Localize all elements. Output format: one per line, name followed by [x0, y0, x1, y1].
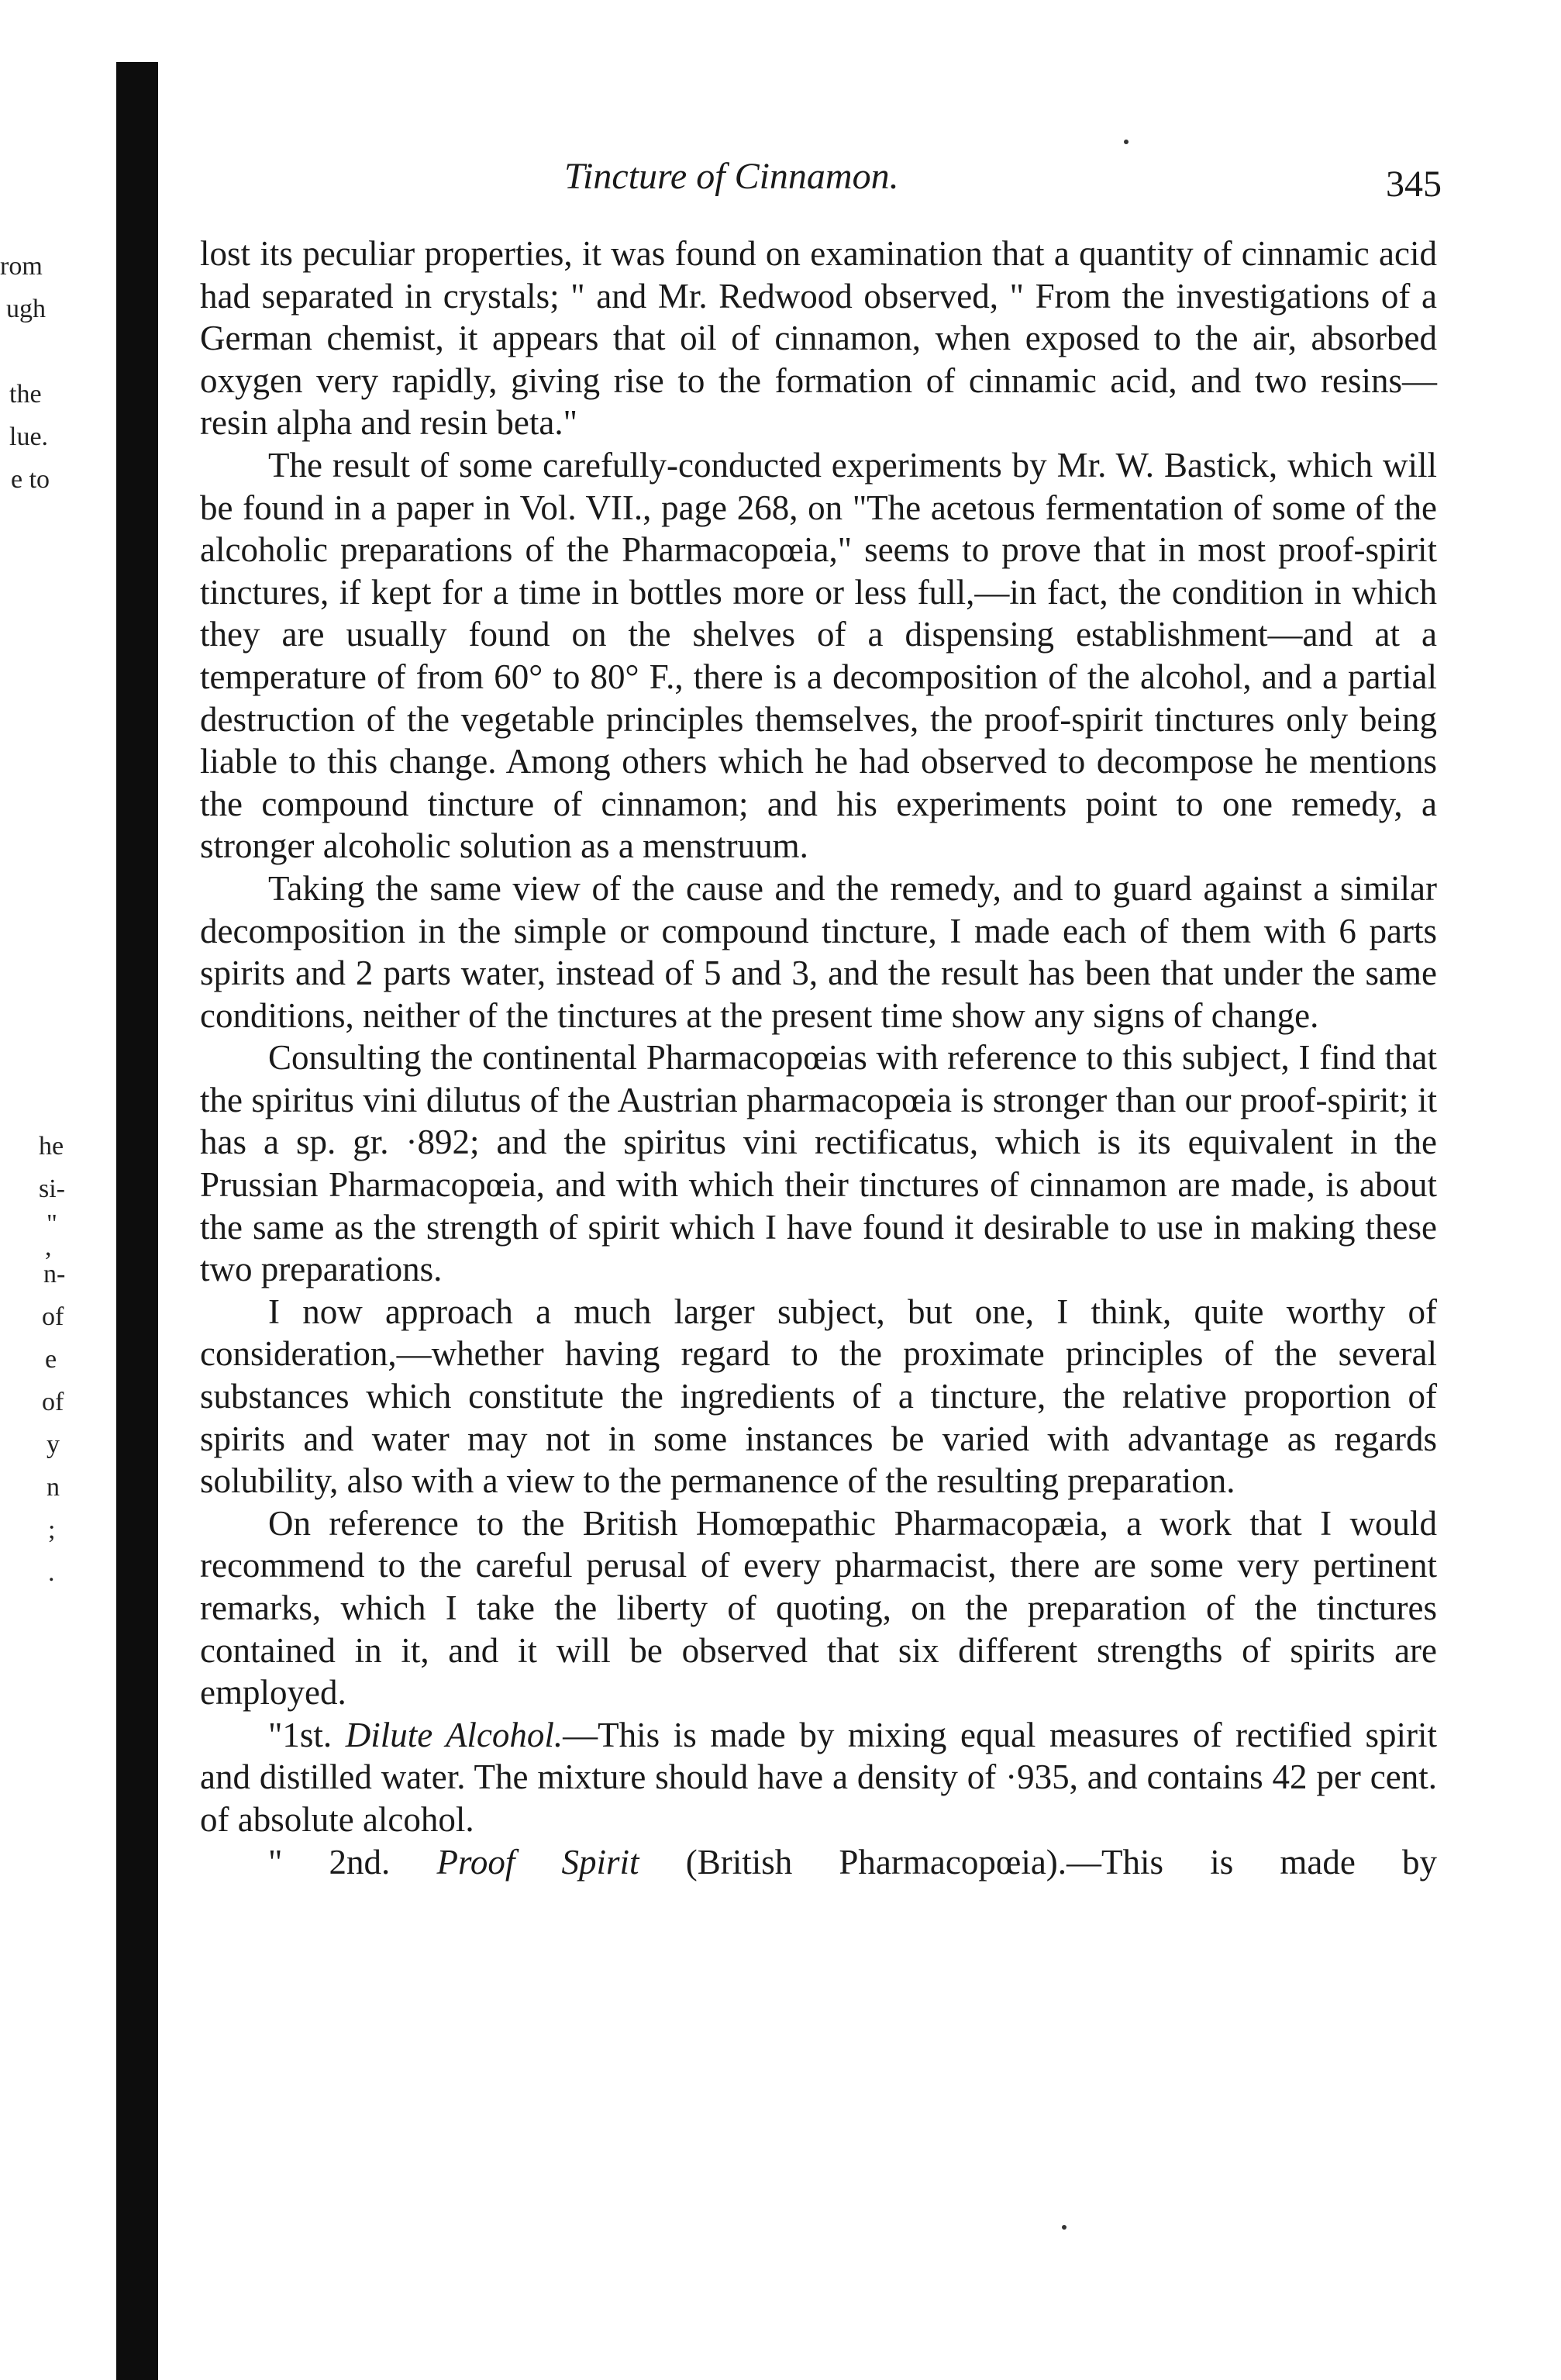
paragraph: lost its peculiar properties, it was found on examination that a quantity of cinnamic acid had separated in crystals; " and Mr. Redwood observed, " From the investigations of a German chemist, it appears that oil of cinnamon, when exposed to the air, absorbed oxygen very rapidly, giving rise to the formation of cinnamic acid, and two resins—resin alpha and resin beta." — [200, 234, 1437, 443]
margin-fragment: , — [45, 1233, 52, 1261]
paragraph: Taking the same view of the cause and the remedy, and to guard against a similar decomposition in the simple or compound tincture, I made each of them with 6 parts spirits and 2 parts water, instead of 5 and 3, and the result has been that under the same conditions, neither of the tinctures at the present time show any signs of change. — [200, 868, 1437, 1035]
margin-fragment: n- — [43, 1260, 66, 1288]
spirit-term: Proof Spirit — [436, 1842, 639, 1882]
paragraph: Consulting the continental Pharmacopœias with reference to this subject, I find that the spiritus vini dilutus of the Austrian pharmacopœia is stronger than our proof-spirit; it has a sp. gr. ·892; and the spiritus vini rectificatus, which is its equivalent in the Prussian Pharmacopœia, and with which their tinctures of cinnamon are made, is about the same as the strength of spirit which I have found it desirable to use in making these two preparations. — [200, 1038, 1437, 1289]
list-lead: "1st. — [268, 1715, 333, 1754]
margin-fragment: . — [48, 1558, 55, 1587]
list-lead: " 2nd. — [268, 1842, 391, 1882]
running-title: Tincture of Cinnamon. — [564, 156, 899, 197]
margin-fragment: of — [42, 1388, 64, 1416]
margin-fragment: y — [47, 1430, 60, 1459]
binding-shadow — [116, 62, 158, 2380]
speck — [1124, 140, 1129, 144]
page-number: 345 — [1386, 164, 1442, 205]
margin-fragment: of — [42, 1302, 64, 1331]
paragraph: On reference to the British Homœpathic Pharmacopæia, a work that I would recommend to the careful perusal of every pharmacist, there are some very pertinent remarks, which I take the liberty of quoting, on the preparation of the tinctures contained in it, and it will be observed that six different strengths of spirits are employed. — [200, 1503, 1437, 1713]
page-header — [202, 155, 1442, 209]
paragraph-text: —This is made by mixing equal measures of rectified spirit and distilled water. The mixture should have a density of ·935, and contains 42 per cent. of absolute alcohol. — [200, 1715, 1438, 1839]
margin-fragment: " — [47, 1209, 57, 1238]
body-text — [200, 233, 1437, 1883]
spirit-term: Dilute Alcohol. — [345, 1715, 563, 1754]
paragraph: I now approach a much larger subject, but one, I think, quite worthy of consideration,—whether having regard to the proximate principles of the several substances which constitute the ingredients of a tincture, the relative proportion of spirits and water may not in some instances be varied with advantage as regards solubility, also with a view to the permanence of the resulting preparation. — [200, 1292, 1437, 1501]
margin-fragment: he — [39, 1132, 64, 1161]
paragraph — [200, 1714, 1437, 1841]
paragraph: The result of some carefully-conducted experiments by Mr. W. Bastick, which will be found in a paper in Vol. VII., page 268, on "The acetous fermentation of some of the alcoholic preparations of the Pharmacopœia," seems to prove that in most proof-spirit tinctures, if kept for a time in bottles more or less full,—in fact, the condition in which they are usually found on the shelves of a dispensing establishment—and at a temperature of from 60° to 80° F., there is a decomposition of the alcohol, and a partial destruction of the vegetable principles themselves, the proof-spirit tinctures only being liable to this change. Among others which he had observed to decompose he mentions the compound tincture of cinnamon; and his experiments point to one remedy, a stronger alcoholic solution as a menstruum. — [200, 445, 1437, 866]
margin-fragment: the — [9, 380, 42, 409]
margin-fragment: ; — [48, 1516, 56, 1544]
margin-fragment: si- — [39, 1174, 65, 1203]
margin-fragment: e — [45, 1345, 57, 1374]
margin-fragment: lue. — [9, 423, 49, 451]
facing-page-margin — [0, 0, 109, 2376]
speck — [1062, 2225, 1067, 2230]
margin-fragment: rom — [0, 252, 43, 281]
margin-fragment: e to — [11, 465, 50, 494]
margin-fragment: ugh — [6, 295, 46, 323]
paragraph-text: (British Pharmacopœia).—This is made by — [685, 1842, 1438, 1882]
margin-fragment: n — [47, 1473, 60, 1502]
paragraph — [200, 1841, 1437, 1884]
